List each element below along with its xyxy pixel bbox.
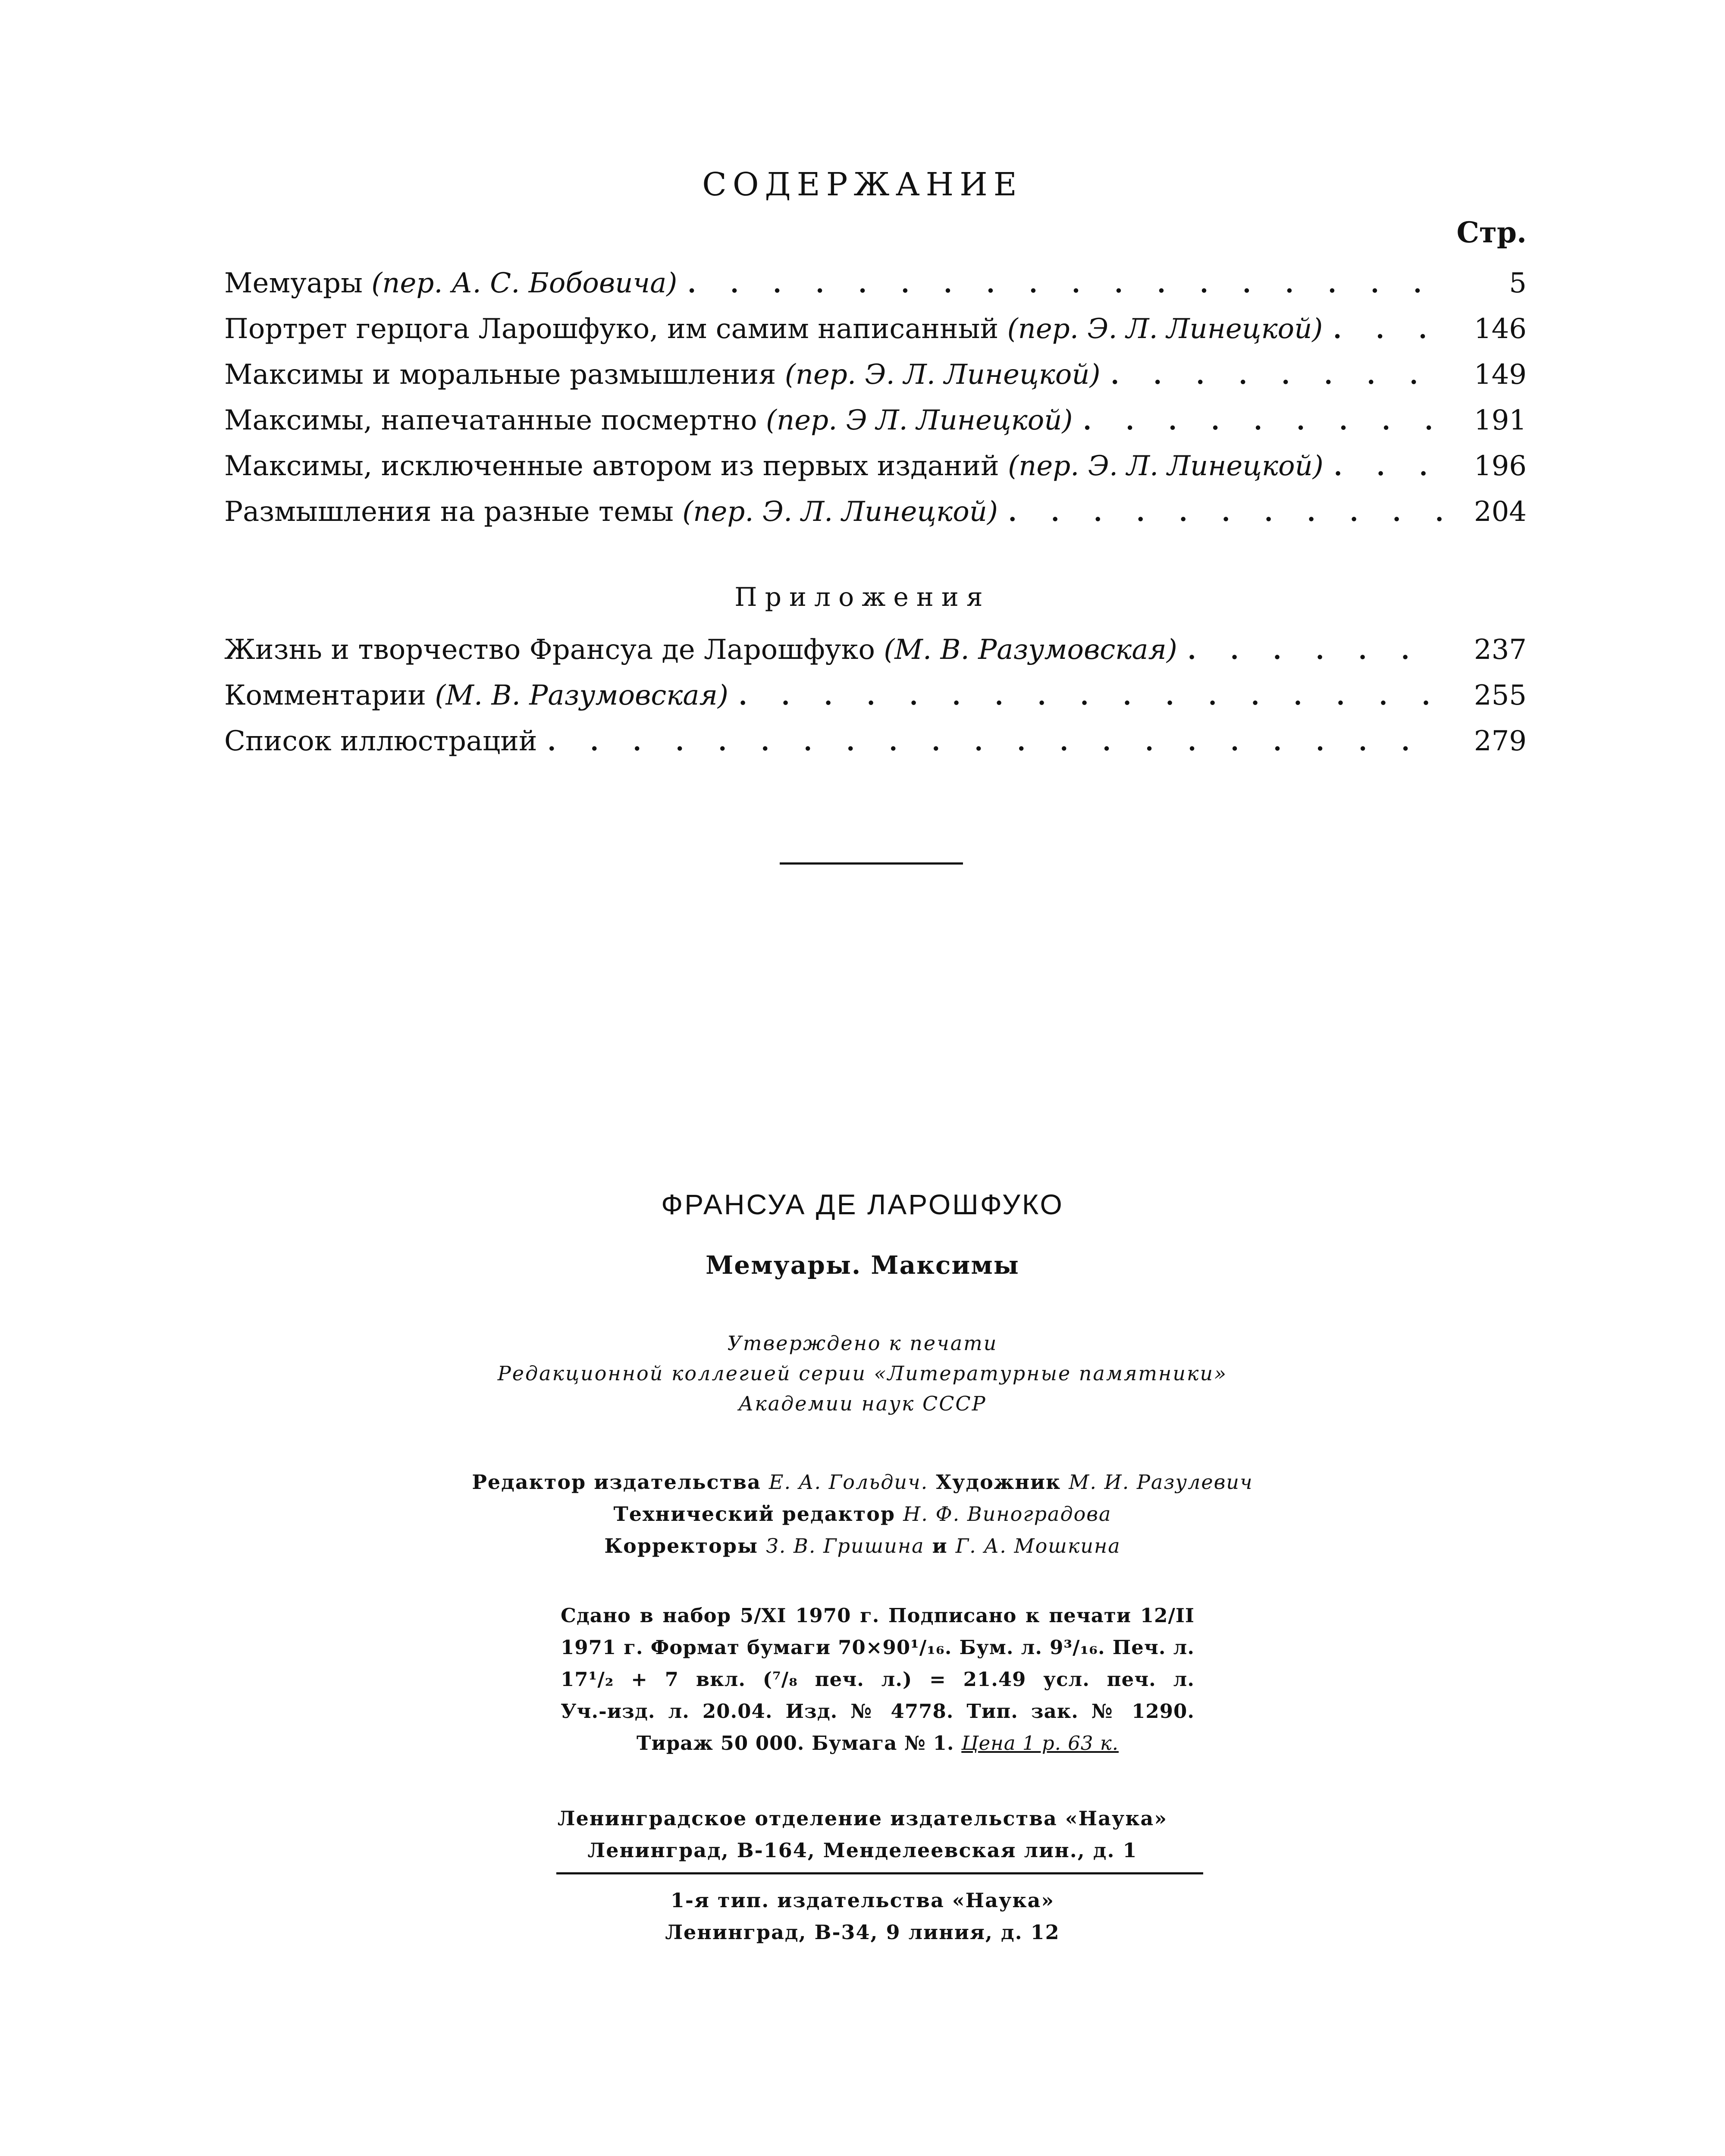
conjunction: и	[932, 1534, 948, 1557]
printer-line: 1-я тип. издательства «Наука»	[670, 1889, 1055, 1912]
dot-leader	[1334, 453, 1443, 481]
publisher-line: Ленинградское отделение издательства «Наука»	[557, 1807, 1168, 1830]
toc-entry	[224, 634, 1527, 673]
toc-entry	[224, 359, 1527, 398]
book-title: Мемуары. Максимы	[706, 1250, 1019, 1280]
toc-entry-translator: (пер. Э. Л. Линецкой)	[682, 496, 998, 528]
artist-label: Художник	[936, 1470, 1061, 1494]
print-run: Тираж 50 000. Бумага № 1.	[636, 1732, 954, 1755]
toc-entry-title: Список иллюстраций	[224, 725, 537, 757]
printer-line: Ленинград, В-34, 9 линия, д. 12	[665, 1921, 1060, 1944]
dot-leader	[1188, 636, 1443, 665]
price: Цена 1 р. 63 к.	[961, 1732, 1119, 1755]
toc-entry-translator: (пер. Э. Л. Линецкой)	[1008, 450, 1324, 482]
tech-editor-label: Технический редактор	[613, 1502, 896, 1526]
toc-entry-translator: (пер. Э. Л. Линецкой)	[1007, 313, 1323, 345]
approval-line: Редакционной коллегией серии «Литературные памятники»	[497, 1362, 1228, 1385]
proofreader-name: Г. А. Мошкина	[955, 1534, 1121, 1557]
printing-line	[561, 1727, 1195, 1759]
appendix-title: Приложения	[734, 582, 991, 612]
toc-entry-translator: (пер. А. С. Бобовича)	[371, 267, 677, 299]
dot-leader	[1111, 361, 1443, 390]
toc-entry-title: Максимы и моральные размышления	[224, 359, 776, 391]
printing-details	[561, 1600, 1195, 1759]
toc-entry-title: Размышления на разные темы	[224, 496, 674, 528]
colophon-divider	[556, 1872, 1203, 1874]
toc-entry-translator: (пер. Э. Л. Линецкой)	[784, 359, 1101, 391]
publisher-address	[0, 1802, 1725, 1866]
toc-entry	[224, 450, 1527, 489]
toc-entry-page: 149	[1474, 359, 1527, 391]
toc-entry-page: 204	[1474, 496, 1527, 528]
printing-line: 1971 г. Формат бумаги 70×90¹/₁₆. Бум. л. 9³/₁₆. Печ. л.	[561, 1636, 1195, 1659]
toc-entry-page: 255	[1474, 680, 1527, 711]
approval-note	[0, 1328, 1725, 1419]
printer-address	[0, 1884, 1725, 1948]
toc-entry-title: Портрет герцога Ларошфуко, им самим написанный	[224, 313, 999, 345]
artist-name: М. И. Разулевич	[1069, 1470, 1253, 1494]
publisher-line: Ленинград, В-164, Менделеевская лин., д. 1	[587, 1839, 1138, 1862]
toc-entry-title: Мемуары	[224, 267, 363, 299]
toc-entry	[224, 313, 1527, 352]
toc-entry-page: 191	[1474, 404, 1527, 436]
editorial-staff	[0, 1466, 1725, 1562]
toc-entry-page: 279	[1474, 725, 1527, 757]
toc-entry-page: 146	[1474, 313, 1527, 345]
toc-entry-title: Максимы, исключенные автором из первых изданий	[224, 450, 999, 482]
dot-leader	[1333, 316, 1443, 344]
book-author: ФРАНСУА ДЕ ЛАРОШФУКО	[661, 1188, 1064, 1220]
editor-label: Редактор издательства	[472, 1470, 761, 1494]
toc-entry-title: Максимы, напечатанные посмертно	[224, 404, 757, 436]
section-divider	[780, 862, 963, 865]
toc-entry-translator: (М. В. Разумовская)	[884, 634, 1177, 666]
approval-line: Академии наук СССР	[738, 1392, 987, 1415]
toc-entry	[224, 680, 1527, 718]
toc-entry-title: Комментарии	[224, 680, 426, 711]
approval-line: Утверждено к печати	[727, 1332, 998, 1355]
toc-entry	[224, 404, 1527, 443]
toc-entry	[224, 496, 1527, 535]
printing-line: Уч.-изд. л. 20.04. Изд. № 4778. Тип. зак. № 1290.	[561, 1700, 1195, 1723]
dot-leader	[548, 728, 1443, 756]
tech-editor-name: Н. Ф. Виноградова	[903, 1502, 1112, 1526]
toc-entry-page: 237	[1474, 634, 1527, 666]
toc-entry	[224, 725, 1527, 764]
printing-line: 17¹/₂ + 7 вкл. (⁷/₈ печ. л.) = 21.49 усл. печ. л.	[561, 1668, 1195, 1691]
toc-entry-title: Жизнь и творчество Франсуа де Ларошфуко	[224, 634, 875, 666]
toc-entry	[224, 267, 1527, 306]
proofreaders-label: Корректоры	[604, 1534, 759, 1557]
toc-entry-page: 5	[1509, 267, 1527, 299]
toc-entry-translator: (пер. Э Л. Линецкой)	[766, 404, 1073, 436]
toc-entry-page: 196	[1474, 450, 1527, 482]
page-column-header: Стр.	[1456, 216, 1527, 249]
dot-leader	[1083, 407, 1443, 436]
editor-name: Е. А. Гольдич.	[768, 1470, 928, 1494]
dot-leader	[687, 270, 1443, 298]
toc-entry-translator: (М. В. Разумовская)	[435, 680, 728, 711]
printing-line: Сдано в набор 5/XI 1970 г. Подписано к печати 12/II	[561, 1604, 1195, 1627]
dot-leader	[739, 682, 1443, 711]
proofreader-name: З. В. Гришина	[766, 1534, 925, 1557]
contents-title: СОДЕРЖАНИЕ	[702, 166, 1023, 203]
dot-leader	[1008, 498, 1443, 527]
